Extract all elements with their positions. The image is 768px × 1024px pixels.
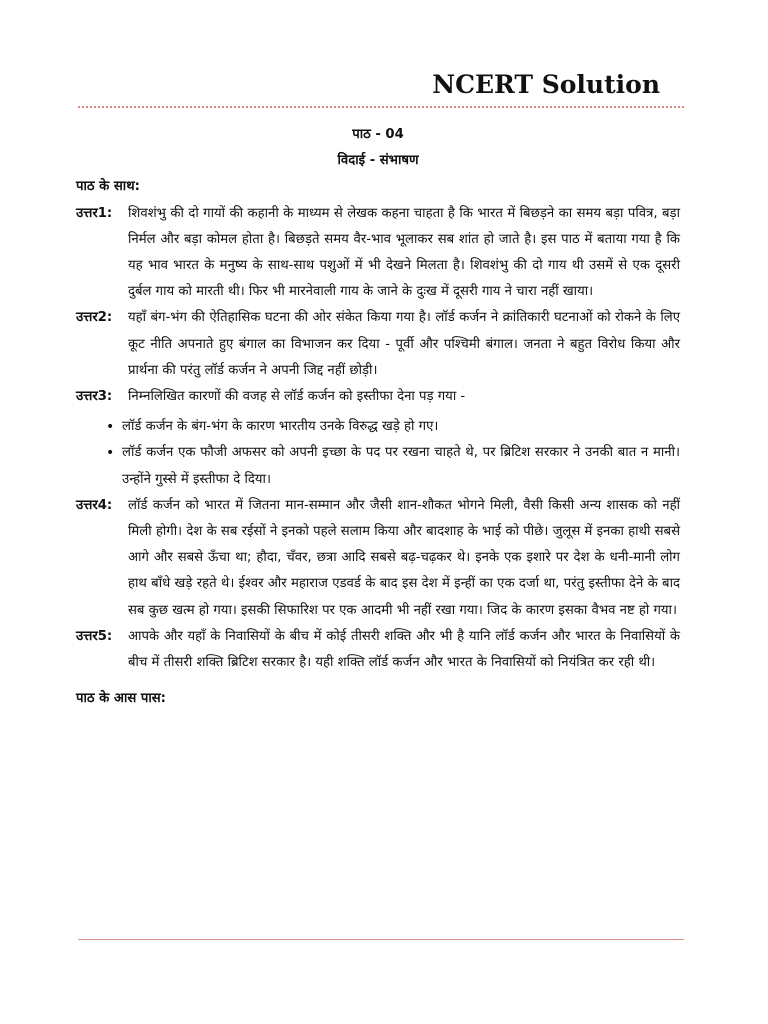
answer-label: उत्तर1:	[76, 205, 113, 221]
list-item	[106, 414, 680, 440]
bullet-icon: •	[106, 445, 115, 462]
section-heading-with-lesson: पाठ के साथ:	[76, 179, 140, 195]
answer-label: उत्तर4:	[76, 497, 113, 513]
answer-3	[76, 384, 680, 410]
answer-text: यहाँ बंग-भंग की ऐतिहासिक घटना की ओर संकेत किया गया है। लॉर्ड कर्जन ने क्रांतिकारी घटनाओं को रोकने के लिए कूट नीति अपनाते हुए बंगाल का विभाजन कर दिया - पूर्वी और पश्चिमी बंगाल। जनता ने बहुत विरोध किया और प्रार्थना की परंतु लॉर्ड कर्जन ने अपनी जिद्द नहीं छोड़ी।	[128, 310, 680, 378]
header-title: NCERT Solution	[432, 70, 660, 99]
header-divider	[78, 106, 684, 108]
answer-text: लॉर्ड कर्जन को भारत में जितना मान-सम्मान और जैसी शान-शौकत भोगने मिली, वैसी किसी अन्य शासक को नहीं मिली होगी। देश के सब रईसों ने इनको पहले सलाम किया और बादशाह के भाई को पीछे। जुलूस में इनका हाथी सबसे आगे और सबसे ऊँचा था; हौदा, चँवर, छत्रा आदि सबसे बढ़-चढ़कर थे। इनके एक इशारे पर देश के धनी-मानी लोग हाथ बाँधे खड़े रहते थे। ईश्वर और महाराज एडवर्ड के बाद इस देश में इन्हीं का एक दर्जा था, परंतु इस्तीफा देने के बाद सब कुछ खत्म हो गया। इसकी सिफारिश पर एक आदमी भी नहीं रखा गया। जिद के कारण इसका वैभव नष्ट हो गया।	[128, 497, 680, 618]
answer-4	[76, 493, 680, 624]
answer-text: निम्नलिखित कारणों की वजह से लॉर्ड कर्जन को इस्तीफा देना पड़ गया -	[128, 389, 466, 405]
bullet-icon: •	[106, 419, 115, 436]
list-item	[106, 440, 680, 492]
answer-label: उत्तर2:	[76, 310, 113, 326]
footer-divider	[78, 939, 684, 940]
list-item-text: लॉर्ड कर्जन एक फौजी अफसर को अपनी इच्छा के पद पर रखना चाहते थे, पर ब्रिटिश सरकार ने उनकी बात न मानी। उन्होंने गुस्से में इस्तीफा दे दिया।	[122, 445, 680, 487]
answer-text: आपके और यहाँ के निवासियों के बीच में कोई तीसरी शक्ति और भी है यानि लॉर्ड कर्जन और भारत के निवासियों के बीच में तीसरी शक्ति ब्रिटिश सरकार है। यही शक्ति लॉर्ड कर्जन और भारत के निवासियों को नियंत्रित कर रही थी।	[128, 628, 680, 671]
reasons-list	[76, 414, 680, 493]
answer-5	[76, 624, 680, 676]
lesson-title: विदाई - संभाषण	[337, 153, 419, 169]
answer-label: उत्तर3:	[76, 389, 113, 405]
section-heading-around-lesson: पाठ के आस पास:	[76, 691, 166, 707]
list-item-text: लॉर्ड कर्जन के बंग-भंग के कारण भारतीय उनके विरुद्ध खड़े हो गए।	[122, 419, 439, 435]
document-body	[76, 122, 680, 712]
answer-label: उत्तर5:	[76, 628, 113, 644]
answer-1	[76, 201, 680, 306]
answer-2	[76, 305, 680, 384]
answer-text: शिवशंभु की दो गायों की कहानी के माध्यम से लेखक कहना चाहता है कि भारत में बिछड़ने का समय बड़ा पवित्र, बड़ा निर्मल और बड़ा कोमल होता है। बिछड़ते समय वैर-भाव भूलाकर सब शांत हो जाते है। इस पाठ में बताया गया है कि यह भाव भारत के मनुष्य के साथ-साथ पशुओं में भी देखने मिलता है। शिवशंभु की दो गाय थी उसमें से एक दूसरी दुर्बल गाय को मारती थी। फिर भी मारनेवाली गाय के जाने के दुःख में दूसरी गाय ने चारा नहीं खाया।	[128, 205, 680, 300]
lesson-number: पाठ - 04	[352, 127, 404, 142]
